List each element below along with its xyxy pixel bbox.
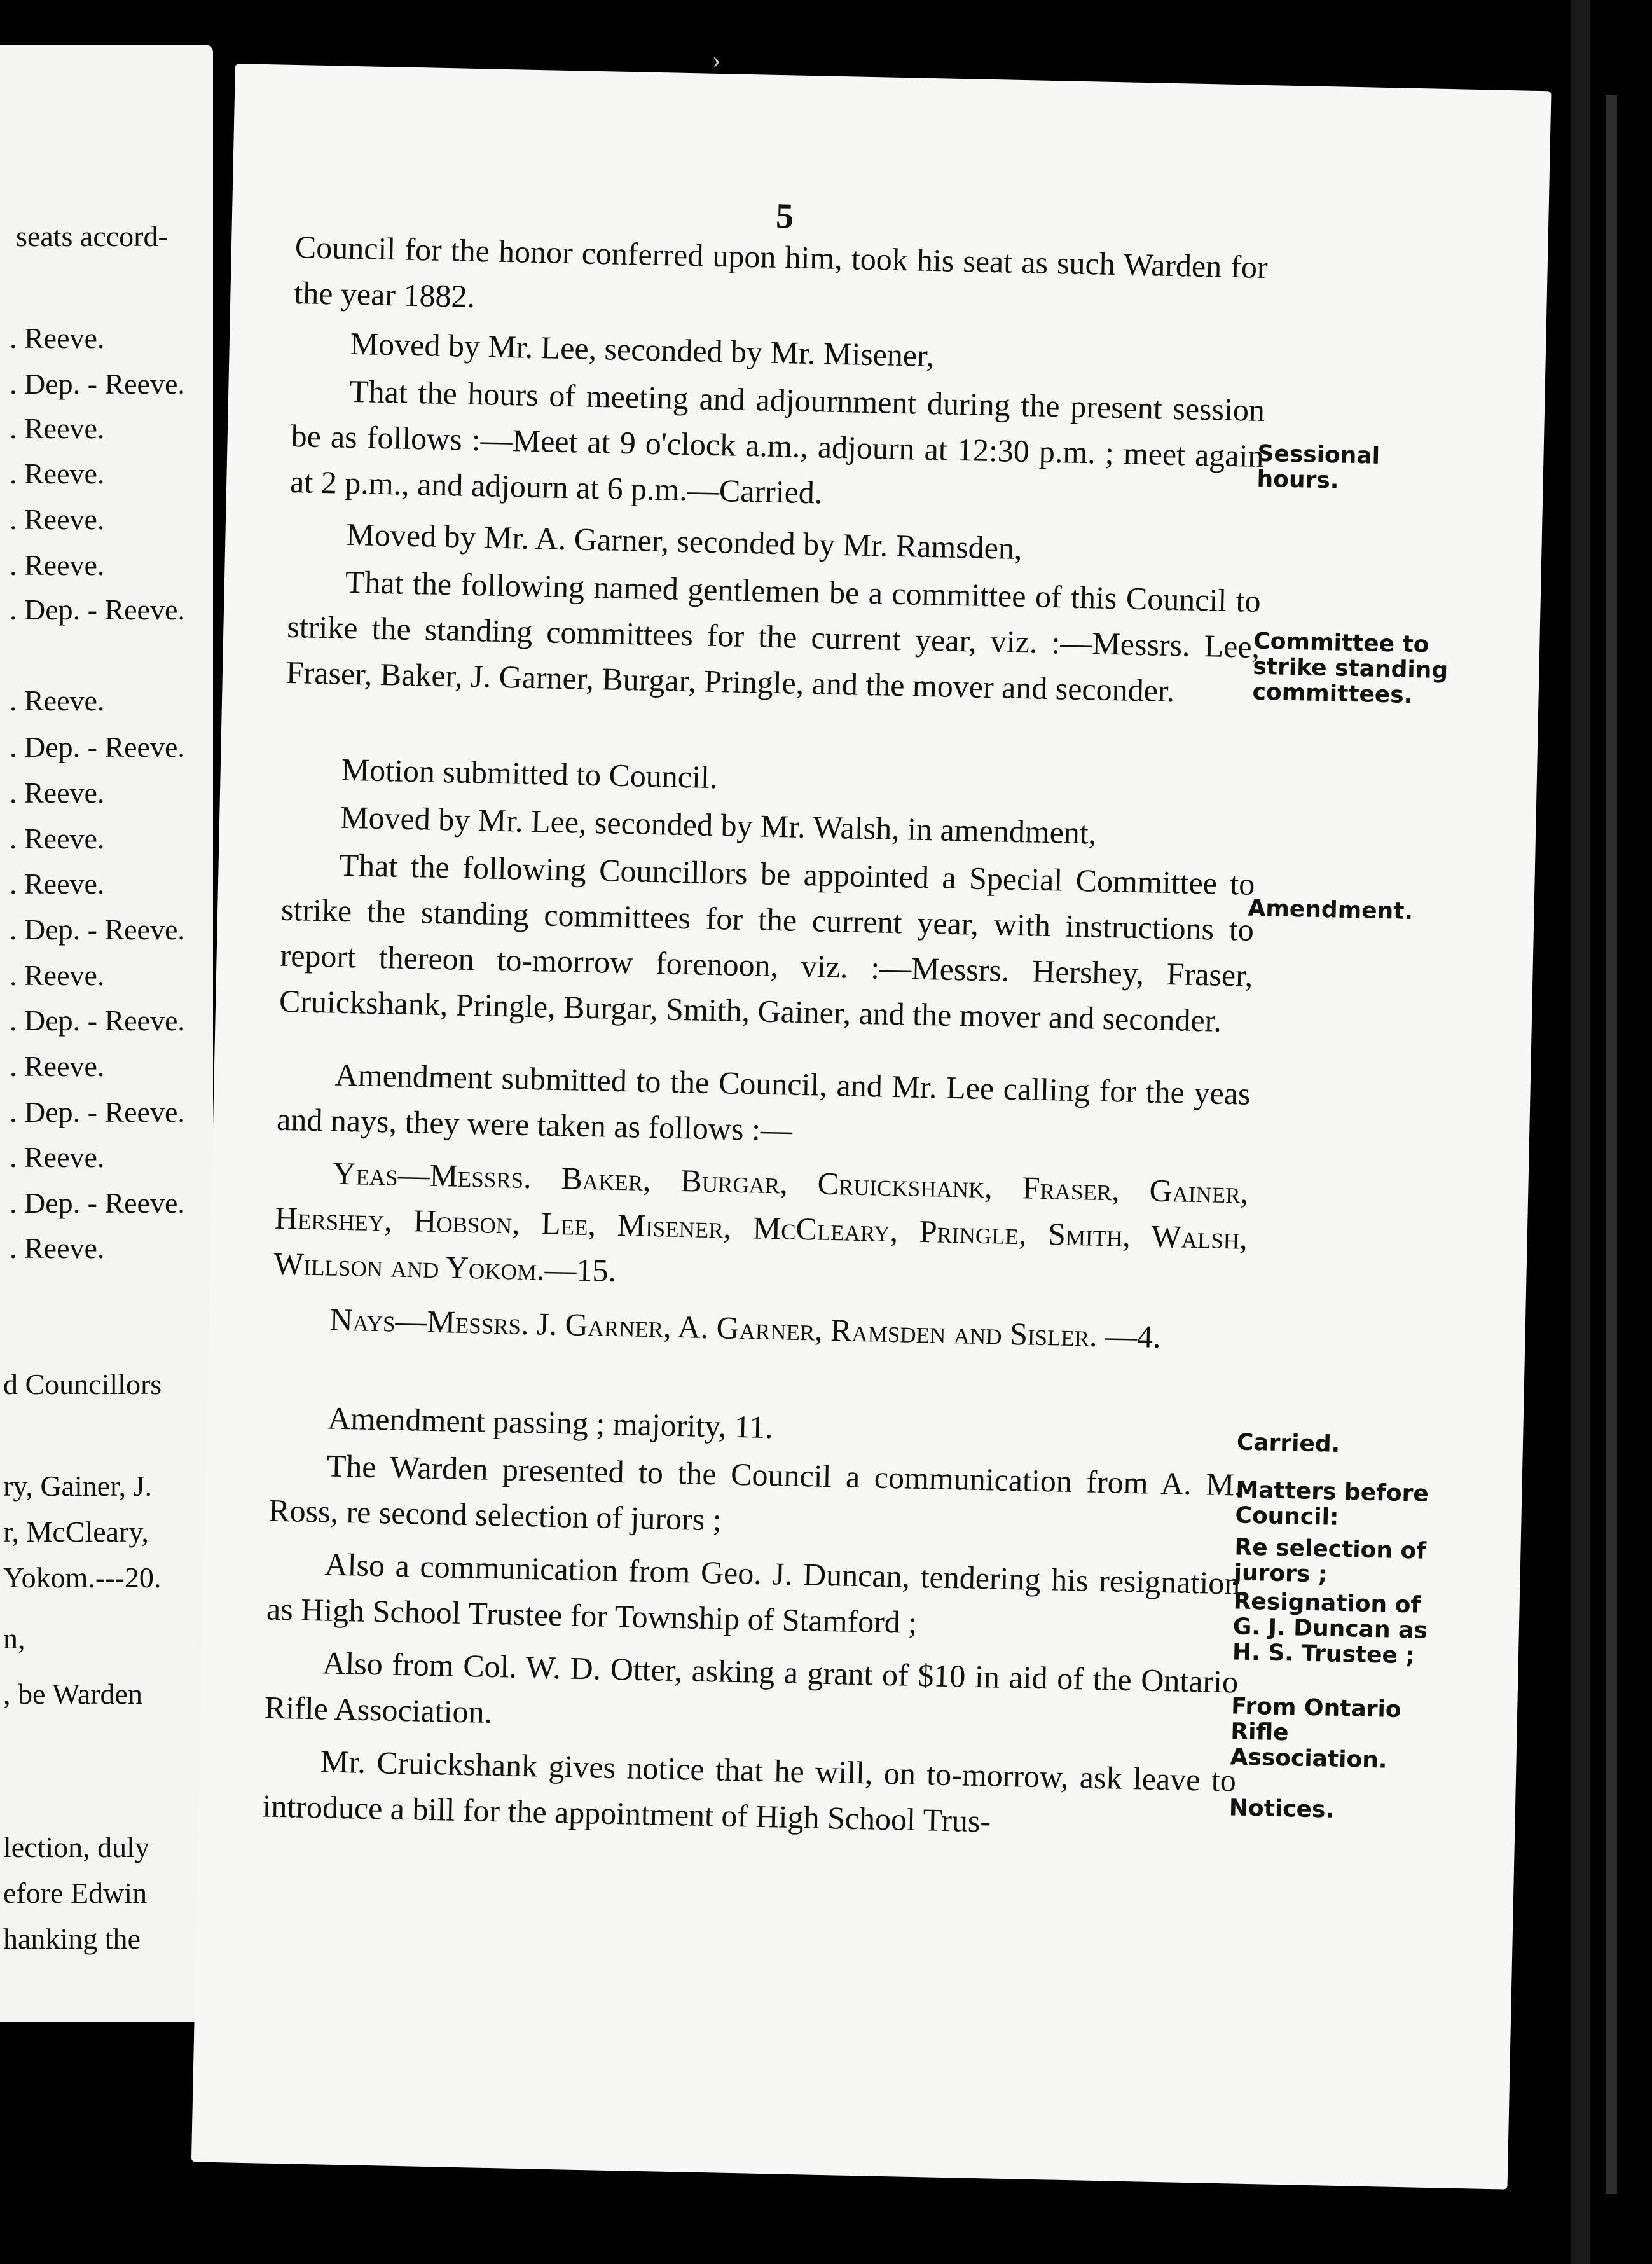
yeas-paragraph: Yeas—Messrs. Baker, Burgar, Cruickshank, Fraser, Gainer, Hershey, Hobson, Lee, Misener, McCleary, Pringle, Smith, Walsh, Willson and Yokom.—15. (273, 1155, 1249, 1288)
margin-note-resignation: Resignation of G. J. Duncan as H. S. Trustee ; (1232, 1588, 1428, 1669)
left-line: . Reeve. (10, 549, 105, 581)
paragraph: That the following named gentlemen be a committee of this Council to strike the standing committees for the current year, viz. :—Messrs. Lee, Fraser, Baker, J. Garner, Burgar, Pringle, and the mover and seconder. (286, 563, 1262, 709)
left-line: . Dep. - Reeve. (10, 1096, 185, 1128)
paragraph: Also a communication from Geo. J. Duncan, tendering his resignation as High School Trustee for Township of Stamford ; (266, 1546, 1241, 1640)
left-line: . Dep. - Reeve. (10, 913, 185, 946)
margin-note-committee: Committee to strike standing committees. (1252, 628, 1449, 708)
book-spine-shadow (1571, 0, 1590, 2264)
left-line: . Dep. - Reeve. (10, 368, 185, 400)
margin-note-sessional: Sessional hours. (1256, 440, 1380, 494)
left-line: d Councillors (3, 1368, 162, 1400)
left-line: . Reeve. (10, 1141, 105, 1173)
paragraph: The Warden presented to the Council a communication from A. M. Ross, re second selection of jurors ; (268, 1447, 1243, 1538)
left-line: . Reeve. (10, 322, 105, 354)
margin-note-notices: Notices. (1229, 1795, 1335, 1823)
margin-note-matters: Matters before Council: (1235, 1477, 1429, 1531)
left-line: . Reeve. (10, 1050, 105, 1082)
paragraph: Amendment submitted to the Council, and Mr. Lee calling for the yeas and nays, they were taken as follows :— (276, 1056, 1251, 1148)
corner-mark: › (712, 45, 721, 74)
margin-note-rifle: From Ontario Rifle Association. (1230, 1693, 1402, 1774)
left-line: r, McCleary, (3, 1515, 149, 1548)
left-facing-page (0, 45, 213, 2022)
left-line: . Reeve. (10, 1232, 105, 1264)
book-edge (1606, 95, 1617, 2194)
left-line: . Reeve. (10, 503, 105, 535)
paragraph: That the hours of meeting and adjournment during the present session be as follows :—Meet at 9 o'clock a.m., adjourn at 12:30 p.m. ; meet again at 2 p.m., and adjourn at 6 p.m.—Carried. (289, 373, 1265, 511)
left-line: . Dep. - Reeve. (10, 593, 185, 626)
margin-note-carried: Carried. (1236, 1429, 1340, 1458)
paragraph: Moved by Mr. Lee, seconded by Mr. Walsh, in amendment, (340, 799, 1097, 851)
paragraph: That the following Councillors be appointed a Special Committee to strike the standing committees for the current year, with instructions to report thereon to-morrow forenoon, viz. :—Messrs. Hershey, Fraser, Cruickshank, Pringle, Burgar, Smith, Gainer, and the mover and seconder. (279, 846, 1255, 1039)
left-line: . Reeve. (10, 457, 105, 490)
margin-note-amendment: Amendment. (1248, 895, 1414, 925)
left-line: n, (3, 1622, 25, 1655)
paragraph: Moved by Mr. A. Garner, seconded by Mr. Ramsden, (345, 516, 1023, 567)
paragraph: Mr. Cruickshank gives notice that he will, on to-morrow, ask leave to introduce a bill for the appointment of High School Trus- (262, 1743, 1237, 1839)
main-page (191, 64, 1552, 2190)
margin-note-re-selection: Re selection of jurors ; (1234, 1534, 1427, 1588)
paragraph: Moved by Mr. Lee, seconded by Mr. Misener, (350, 325, 935, 374)
paragraph: Council for the honor conferred upon him, took his seat as such Warden for the year 1882. (293, 229, 1269, 314)
left-line: hanking the (3, 1922, 141, 1955)
left-line: . Reeve. (10, 822, 105, 855)
paragraph: Also from Col. W. D. Otter, asking a grant of $10 in aid of the Ontario Rifle Association. (264, 1645, 1239, 1730)
left-line: ry, Gainer, J. (3, 1470, 153, 1502)
page-number: 5 (775, 196, 794, 237)
left-line: . Dep. - Reeve. (10, 731, 185, 763)
paragraph: Amendment passing ; majority, 11. (327, 1400, 774, 1446)
left-line: . Dep. - Reeve. (10, 1004, 185, 1037)
left-line: , be Warden (3, 1678, 142, 1710)
left-line: . Reeve. (10, 684, 105, 717)
left-line: seats accord- (16, 220, 168, 252)
left-line: . Dep. - Reeve. (10, 1187, 185, 1219)
left-line: Yokom.---20. (3, 1561, 162, 1594)
left-line: efore Edwin (3, 1877, 148, 1909)
left-line: . Reeve. (10, 777, 105, 809)
left-line: . Reeve. (10, 412, 105, 445)
left-line: . Reeve. (10, 867, 105, 900)
left-line: lection, duly (3, 1831, 149, 1863)
nays-paragraph: Nays—Messrs. J. Garner, A. Garner, Ramsden and Sisler. —4. (329, 1301, 1162, 1355)
paragraph: Motion submitted to Council. (341, 751, 718, 796)
left-line: . Reeve. (10, 959, 105, 991)
